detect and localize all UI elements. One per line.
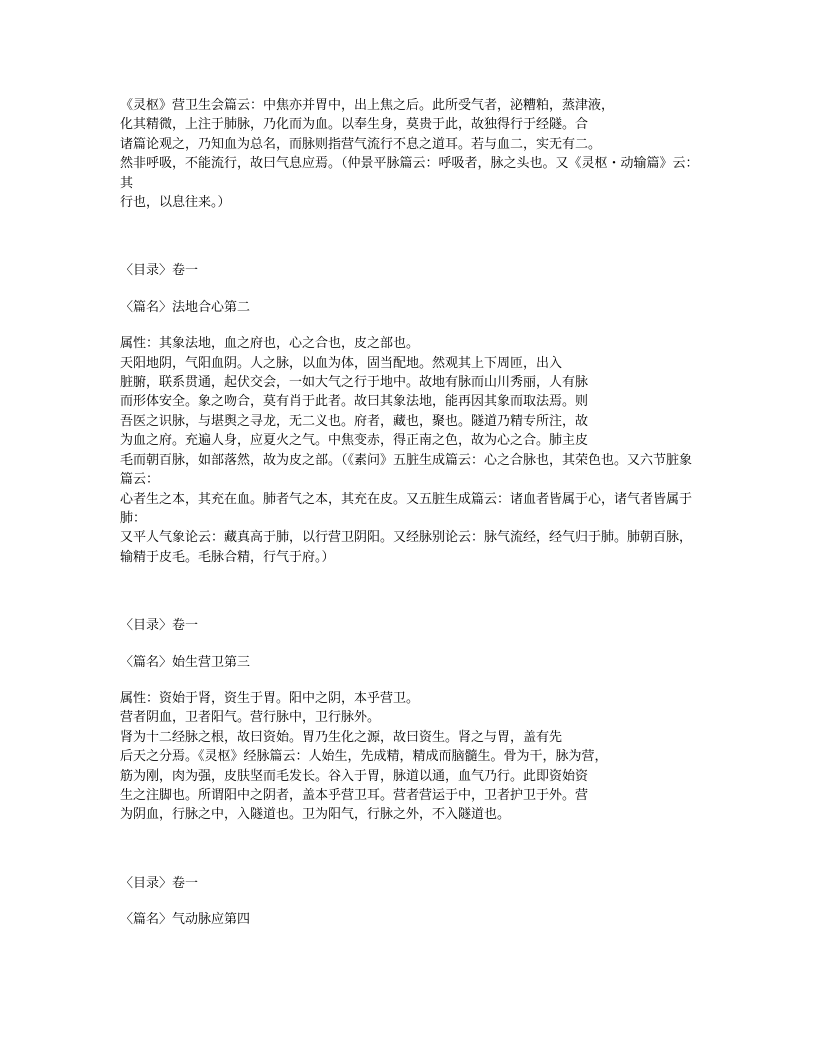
text-line: 毛而朝百脉，如部落然，故为皮之部。（《素问》五脏生成篇云：心之合脉也，其荣色也。又六节脏象篇云： bbox=[120, 452, 693, 488]
text-line: 心者生之本，其充在血。肺者气之本，其充在皮。又五脏生成篇云：诸血者皆属于心，诸气者皆属于肺： bbox=[120, 491, 693, 526]
text-line: 生之注脚也。所谓阳中之阴者，盖本乎营卫耳。营者营运于中，卫者护卫于外。营 bbox=[120, 787, 589, 803]
chapter-title: 〈篇名〉气动脉应第四 bbox=[120, 912, 251, 928]
text-line: 营者阴血，卫者阳气。营行脉中，卫行脉外。 bbox=[120, 710, 381, 726]
text-line: 又平人气象论云：藏真高于肺，以行营卫阴阳。又经脉别论云：脉气流经，经气归于肺。肺朝百脉， bbox=[120, 530, 693, 546]
text-line: 《灵枢》营卫生会篇云：中焦亦并胃中，出上焦之后。此所受气者，泌糟粕，蒸津液， bbox=[120, 98, 615, 113]
text-line: 然非呼吸，不能流行，故曰气息应焉。（仲景平脉篇云：呼吸者，脉之头也。又《灵枢・动输篇》云：其 bbox=[120, 156, 699, 191]
text-line: 筋为刚，肉为强，皮肤坚而毛发长。谷入于胃，脉道以通，血气乃行。此即资始资 bbox=[120, 768, 589, 784]
text-line: 肾为十二经脉之根，故曰资始。胃乃生化之源，故曰资生。肾之与胃，盖有先 bbox=[120, 729, 563, 745]
text-line: 脏腑，联系贯通，起伏交会，一如大气之行于地中。故地有脉而山川秀丽，人有脉 bbox=[120, 375, 589, 391]
text-line: 为血之府。充遍人身，应夏火之气。中焦变赤，得正南之色，故为心之合。肺主皮 bbox=[120, 433, 589, 449]
text-line: 化其精微，上注于肺脉，乃化而为血。以奉生身，莫贵于此，故独得行于经隧。合 bbox=[120, 117, 589, 133]
text-line: 属性：其象法地，血之府也，心之合也，皮之部也。 bbox=[120, 336, 420, 352]
chapter-title: 〈篇名〉法地合心第二 bbox=[120, 299, 251, 315]
text-line: 天阳地阴，气阳血阴。人之脉，以血为体，固当配地。然观其上下周匝，出入 bbox=[120, 355, 563, 371]
text-line: 后天之分焉。《灵枢》经脉篇云：人始生，先成精，精成而脑髓生。骨为干，脉为营， bbox=[120, 749, 608, 765]
catalog-heading: 〈目录〉卷一 bbox=[120, 263, 199, 279]
text-line: 输精于皮毛。毛脉合精，行气于府。） bbox=[120, 549, 335, 565]
text-line: 吾医之识脉，与堪舆之寻龙，无二义也。府者，藏也，聚也。隧道乃精专所注，故 bbox=[120, 413, 589, 429]
chapter-body bbox=[120, 689, 700, 825]
text-line: 诸篇论观之，乃知血为总名，而脉则指营气流行不息之道耳。若与血二，实无有二。 bbox=[120, 136, 602, 152]
intro-paragraph bbox=[120, 96, 700, 212]
chapter-title: 〈篇名〉始生营卫第三 bbox=[120, 654, 251, 670]
catalog-heading: 〈目录〉卷一 bbox=[120, 875, 199, 891]
catalog-heading: 〈目录〉卷一 bbox=[120, 618, 199, 634]
text-line: 而形体安全。象之吻合，莫有肖于此者。故曰其象法地，能再因其象而取法焉。则 bbox=[120, 394, 589, 410]
text-line: 为阴血，行脉之中，入隧道也。卫为阳气，行脉之外，不入隧道也。 bbox=[120, 807, 511, 823]
text-line: 行也，以息往来。） bbox=[120, 195, 231, 211]
text-line: 属性：资始于肾，资生于胃。阳中之阴，本乎营卫。 bbox=[120, 690, 420, 706]
document-page bbox=[120, 96, 700, 930]
chapter-body bbox=[120, 334, 700, 567]
